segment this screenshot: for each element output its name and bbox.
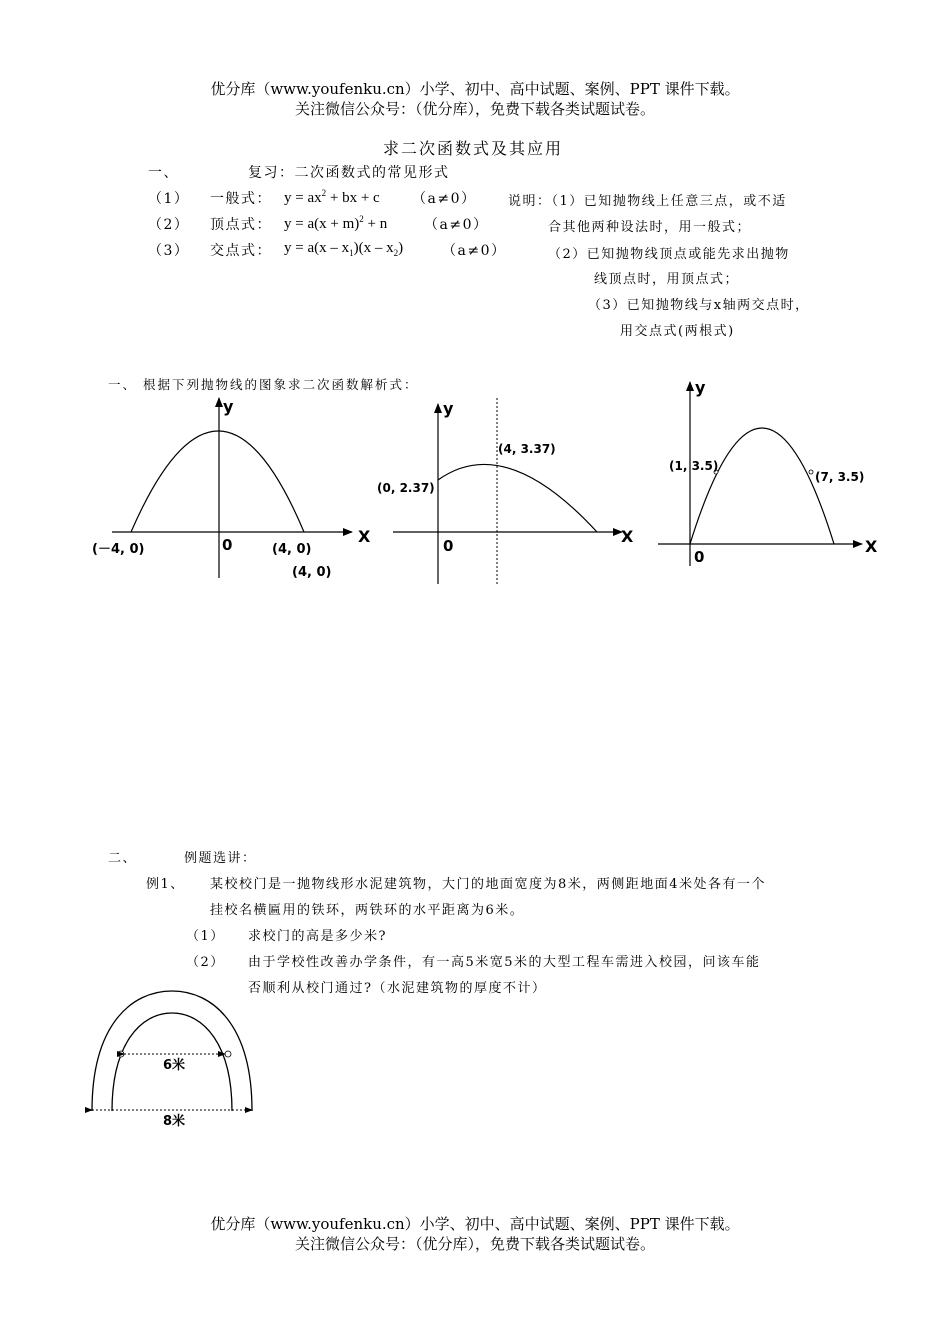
school-gate-arch-diagram <box>80 980 270 1130</box>
review-heading-number: 一、 <box>148 165 179 181</box>
doc-title: 求二次函数式及其应用 <box>383 139 564 158</box>
graph-1-parabola <box>131 431 304 532</box>
example-1-label: 例1、 <box>146 877 185 892</box>
iron-ring-left <box>118 1051 124 1057</box>
note-line-1: 说明：（1）已知抛物线上任意三点，或不适 <box>508 194 787 209</box>
footer-line-1: 优分库（www.youfenku.cn）小学、初中、高中试题、案例、PPT 课件下载。 <box>210 1215 740 1233</box>
note-line-2: 合其他两种设法时，用一般式； <box>548 220 752 235</box>
example-1-text-line-2: 挂校名横匾用的铁环，两铁环的水平距离为6米。 <box>210 903 525 918</box>
graph-1-point-right: (4, 0) <box>272 542 312 557</box>
examples-heading: 例题选讲： <box>184 851 257 866</box>
graph-2-parabola <box>438 464 597 532</box>
outer-width-label: 8米 <box>163 1114 186 1129</box>
iron-ring-right <box>225 1051 231 1057</box>
header-line-1: 优分库（www.youfenku.cn）小学、初中、高中试题、案例、PPT 课件下载。 <box>210 80 740 98</box>
note-line-6: 用交点式(两根式) <box>620 324 735 339</box>
form-1-name: 一般式： <box>210 191 272 207</box>
form-1-number: （1） <box>148 191 190 207</box>
question-2-number: （2） <box>186 955 225 970</box>
parabola-graphs <box>0 370 950 600</box>
graph-1 <box>92 397 371 580</box>
form-2-name: 顶点式： <box>210 217 272 233</box>
graph-1-point-right-repeat: (4, 0) <box>292 565 332 580</box>
examples-heading-number: 二、 <box>108 851 138 866</box>
graph-3-y-label: y <box>695 378 706 397</box>
graph-3-parabola <box>690 428 834 544</box>
graph-1-origin-label: 0 <box>222 536 233 554</box>
form-3-name: 交点式： <box>210 243 272 259</box>
footer-line-2: 关注微信公众号：（优分库），免费下载各类试题试卷。 <box>294 1235 655 1253</box>
graph-3-origin-label: 0 <box>694 548 705 566</box>
graph-3-point-marker-right <box>809 470 813 474</box>
graphs-heading: 一、 根据下列抛物线的图象求二次函数解析式： <box>108 377 419 392</box>
form-1-equation: $y = ax^2$ + bx + c <box>284 188 380 206</box>
inner-width-label: 6米 <box>163 1058 186 1073</box>
form-1-condition: （a≠0） <box>412 191 477 207</box>
graph-3-x-label: X <box>865 537 878 556</box>
example-1-text-line-1: 某校校门是一抛物线形水泥建筑物，大门的地面宽度为8米，两侧距地面4米处各有一个 <box>210 877 767 892</box>
graph-2-origin-label: 0 <box>443 537 454 555</box>
form-2-equation: $y = a(x + m)^2 + n$ <box>284 214 388 232</box>
form-2-condition: （a≠0） <box>424 217 489 233</box>
note-line-4: 线顶点时，用顶点式； <box>594 272 740 287</box>
form-2-number: （2） <box>148 217 190 233</box>
header-line-2: 关注微信公众号：（优分库），免费下载各类试题试卷。 <box>294 100 655 118</box>
graph-2-point-vertex: (4, 3.37) <box>498 442 556 456</box>
form-3-equation: $y = a(x - x_1)(x - x_2)$ <box>284 240 404 258</box>
graph-2-x-label: X <box>621 527 634 546</box>
graph-3 <box>658 378 878 566</box>
note-line-3: （2）已知抛物线顶点或能先求出抛物 <box>548 247 790 262</box>
question-2-text-line-2: 否顺利从校门通过?（水泥建筑物的厚度不计） <box>248 981 547 996</box>
question-1-text: 求校门的高是多少米? <box>248 929 387 944</box>
form-3-number: （3） <box>148 243 190 259</box>
question-1-number: （1） <box>186 929 225 944</box>
form-3-condition: （a≠0） <box>442 243 507 259</box>
graph-1-x-label: X <box>358 527 371 546</box>
graph-2-y-label: y <box>443 399 454 418</box>
graph-2-point-intercept: (0, 2.37) <box>377 481 435 495</box>
review-heading: 复习：二次函数式的常见形式 <box>248 165 450 181</box>
graph-1-point-left: (－4, 0) <box>92 542 145 557</box>
graph-3-point-left: (1, 3.5) <box>669 459 719 473</box>
question-2-text-line-1: 由于学校性改善办学条件，有一高5米宽5米的大型工程车需进入校园，问该车能 <box>248 955 761 970</box>
note-line-5: （3）已知抛物线与x轴两交点时， <box>588 298 810 313</box>
graph-3-point-right: (7, 3.5) <box>815 470 865 484</box>
graph-1-y-label: y <box>223 397 234 416</box>
graph-2 <box>377 398 634 584</box>
